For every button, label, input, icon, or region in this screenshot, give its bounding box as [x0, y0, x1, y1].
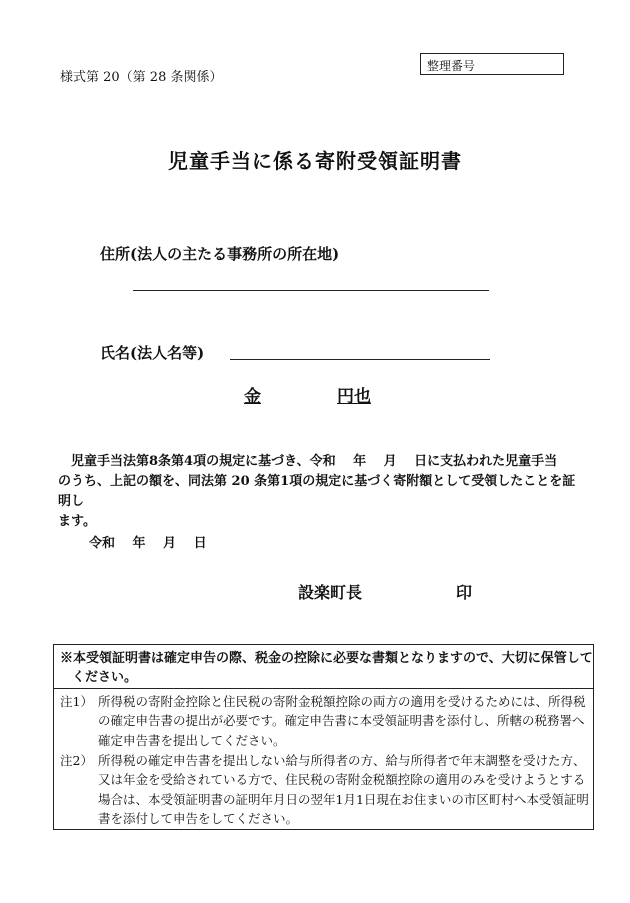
address-field-line[interactable] [133, 290, 489, 291]
notes-box [53, 644, 594, 830]
notes-divider [54, 688, 593, 689]
amount-suffix: 円也 [337, 387, 371, 407]
amount-line[interactable] [244, 382, 371, 407]
important-line-2: ください。 [72, 670, 138, 685]
note-1 [60, 692, 589, 750]
note-1-tag: 注1） [60, 694, 93, 709]
page-title: 児童手当に係る寄附受領証明書 [168, 149, 462, 173]
issue-date: 令和 年 月 日 [89, 536, 207, 551]
mayor-signature: 設楽町長 [298, 583, 363, 602]
amount-prefix: 金 [244, 387, 261, 407]
note-2-tag: 注2） [60, 753, 93, 768]
form-number: 様式第 20（第 28 条関係） [60, 70, 223, 85]
note-2 [60, 751, 589, 828]
reference-number-label: 整理番号 [427, 59, 476, 73]
body-line-2: のうち、上記の額を、同法第 20 条第1項の規定に基づく寄附額として受領したことを証明し [58, 474, 576, 509]
body-line-3: ます。 [58, 514, 96, 529]
note-1-text: 所得税の寄附金控除と住民税の寄附金税額控除の両方の適用を受けるためには、所得税の確定申告書の提出が必要です。確定申告書に本受領証明書を添付し、所轄の税務署へ確定申告書を提出してください。 [98, 694, 586, 748]
name-field-line[interactable] [230, 359, 490, 360]
address-label: 住所(法人の主たる事務所の所在地) [100, 245, 340, 263]
seal-mark: 印 [456, 583, 473, 602]
body-line-1: 児童手当法第8条第4項の規定に基づき、令和 年 月 日に支払われた児童手当 [71, 454, 558, 469]
note-2-text: 所得税の確定申告書を提出しない給与所得者の方、給与所得者で年末調整を受けた方、又は年金を受給されている方で、住民税の寄附金税額控除の適用のみを受けようとする場合は、本受領証明書の証明年月日の翌年1月1日現在お住まいの市区町村へ本受領証明書を添付して申告をしてください。 [98, 753, 589, 826]
name-label: 氏名(法人名等) [100, 344, 205, 362]
important-notice [60, 649, 593, 687]
reference-number-box[interactable] [420, 53, 564, 75]
certification-text [58, 452, 578, 532]
important-line-1: ※本受領証明書は確定申告の際、税金の控除に必要な書類となりますので、大切に保管して [60, 651, 593, 666]
